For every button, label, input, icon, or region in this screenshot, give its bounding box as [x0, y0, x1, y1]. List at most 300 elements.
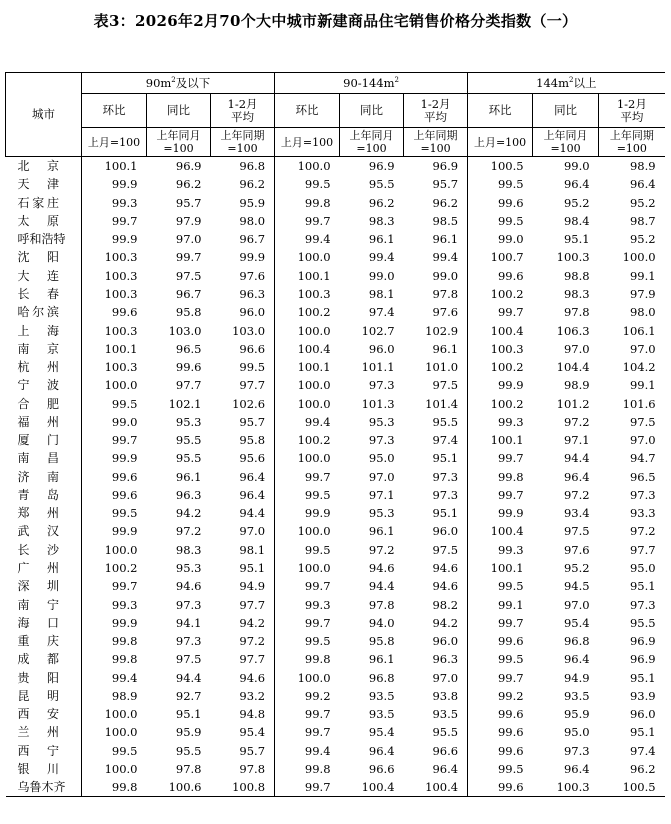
index-value: 97.0	[239, 524, 266, 539]
index-value: 98.3	[368, 213, 395, 228]
index-value: 104.2	[622, 360, 656, 375]
index-value: 99.4	[275, 742, 340, 760]
table-row	[6, 614, 665, 632]
index-value: 95.3	[175, 414, 202, 429]
index-value: 94.6	[432, 579, 459, 594]
index-value: 100.3	[82, 285, 147, 303]
city-name: 乌鲁木齐	[17, 780, 66, 795]
index-value: 95.8	[239, 433, 266, 448]
city-name: 合肥	[17, 396, 59, 411]
index-value: 96.4	[563, 761, 590, 776]
index-value: 97.6	[432, 305, 459, 320]
index-value: 96.7	[175, 286, 202, 301]
index-value: 95.1	[563, 232, 590, 247]
index-value: 97.0	[629, 341, 656, 356]
index-value: 97.9	[629, 286, 656, 301]
index-value: 99.7	[175, 250, 202, 265]
index-value: 94.9	[563, 670, 590, 685]
index-value: 100.0	[82, 723, 147, 741]
index-value: 99.8	[82, 632, 147, 650]
index-value: 99.8	[468, 468, 533, 486]
index-value: 96.4	[629, 177, 656, 192]
index-value: 95.2	[563, 195, 590, 210]
index-value: 99.9	[82, 614, 147, 632]
index-value: 99.6	[468, 742, 533, 760]
index-value: 95.3	[368, 414, 395, 429]
index-value: 100.1	[275, 267, 340, 285]
index-value: 101.1	[361, 360, 395, 375]
index-value: 96.9	[432, 159, 459, 174]
index-value: 99.1	[629, 268, 656, 283]
index-value: 94.2	[432, 615, 459, 630]
index-value: 99.9	[82, 449, 147, 467]
index-value: 99.3	[275, 595, 340, 613]
index-value: 100.1	[468, 431, 533, 449]
index-value: 99.5	[468, 650, 533, 668]
index-value: 100.0	[275, 668, 340, 686]
index-value: 97.7	[239, 378, 266, 393]
table-row	[6, 577, 665, 595]
index-value: 96.6	[239, 341, 266, 356]
index-value: 96.6	[432, 743, 459, 758]
index-value: 95.6	[239, 451, 266, 466]
index-value: 100.4	[468, 522, 533, 540]
index-value: 99.6	[82, 303, 147, 321]
index-value: 100.4	[361, 780, 395, 795]
index-value: 97.2	[239, 634, 266, 649]
index-value: 100.5	[468, 157, 533, 176]
city-name: 兰州	[17, 725, 59, 740]
index-value: 99.5	[468, 175, 533, 193]
index-value: 95.0	[563, 725, 590, 740]
index-value: 99.7	[275, 705, 340, 723]
city-name: 沈阳	[17, 250, 59, 265]
table-row	[6, 340, 665, 358]
table-row	[6, 632, 665, 650]
index-value: 99.3	[468, 541, 533, 559]
index-value: 98.5	[432, 213, 459, 228]
index-value: 106.3	[556, 323, 590, 338]
mom-header: 环比	[82, 94, 147, 128]
index-value: 99.5	[239, 360, 266, 375]
index-value: 96.8	[239, 159, 266, 174]
index-value: 95.7	[239, 414, 266, 429]
index-value: 96.2	[175, 177, 202, 192]
index-value: 100.3	[275, 285, 340, 303]
index-value: 96.0	[432, 524, 459, 539]
index-value: 99.4	[275, 413, 340, 431]
table-row	[6, 431, 665, 449]
index-value: 97.2	[629, 524, 656, 539]
base-same-period: 上年同期 =100	[599, 128, 665, 157]
index-value: 96.8	[563, 634, 590, 649]
index-value: 94.2	[239, 615, 266, 630]
index-value: 97.9	[175, 213, 202, 228]
index-value: 96.5	[629, 469, 656, 484]
index-value: 100.2	[468, 394, 533, 412]
index-value: 97.5	[563, 524, 590, 539]
index-value: 100.4	[425, 780, 459, 795]
index-value: 95.5	[175, 743, 202, 758]
index-value: 99.5	[275, 486, 340, 504]
city-name: 石家庄	[17, 195, 59, 210]
city-name: 厦门	[17, 433, 59, 448]
table-row	[6, 522, 665, 540]
city-name: 长沙	[17, 542, 59, 557]
index-value: 99.8	[82, 778, 147, 797]
index-value: 100.2	[275, 303, 340, 321]
city-name: 福州	[17, 414, 59, 429]
index-value: 96.4	[563, 652, 590, 667]
index-value: 100.0	[275, 559, 340, 577]
index-value: 93.5	[432, 707, 459, 722]
index-value: 95.5	[368, 177, 395, 192]
city-name: 青岛	[17, 487, 59, 502]
index-value: 99.7	[82, 577, 147, 595]
index-value: 99.7	[275, 577, 340, 595]
index-value: 95.5	[629, 615, 656, 630]
index-value: 96.1	[368, 524, 395, 539]
index-value: 99.8	[275, 650, 340, 668]
index-value: 99.8	[82, 650, 147, 668]
city-name: 海口	[17, 615, 59, 630]
index-value: 97.4	[368, 305, 395, 320]
index-value: 100.2	[468, 285, 533, 303]
index-value: 99.6	[468, 723, 533, 741]
index-value: 94.8	[239, 707, 266, 722]
index-value: 100.1	[468, 559, 533, 577]
index-value: 102.9	[425, 323, 459, 338]
mom-header: 环比	[468, 94, 533, 128]
index-value: 103.0	[232, 323, 266, 338]
table-row	[6, 376, 665, 394]
index-value: 99.2	[468, 687, 533, 705]
table-title: 表3：2026年2月70个大中城市新建商品住宅销售价格分类指数（一）	[93, 12, 578, 30]
index-value: 95.1	[432, 506, 459, 521]
index-value: 94.6	[239, 670, 266, 685]
index-value: 96.9	[629, 652, 656, 667]
index-value: 100.7	[468, 248, 533, 266]
index-value: 95.1	[629, 579, 656, 594]
index-value: 97.5	[175, 268, 202, 283]
index-value: 96.3	[432, 652, 459, 667]
index-value: 99.8	[275, 760, 340, 778]
index-value: 96.9	[175, 159, 202, 174]
index-value: 99.4	[368, 250, 395, 265]
index-value: 97.2	[175, 524, 202, 539]
index-value: 97.0	[629, 433, 656, 448]
index-value: 98.3	[563, 286, 590, 301]
index-value: 98.9	[563, 378, 590, 393]
index-value: 97.5	[629, 414, 656, 429]
index-value: 99.4	[82, 668, 147, 686]
index-value: 100.3	[556, 250, 590, 265]
index-value: 99.7	[275, 723, 340, 741]
index-value: 99.0	[82, 413, 147, 431]
index-value: 97.4	[629, 743, 656, 758]
index-value: 99.6	[468, 778, 533, 797]
table-row	[6, 486, 665, 504]
index-value: 99.7	[468, 668, 533, 686]
index-value: 102.1	[168, 396, 202, 411]
index-value: 99.7	[275, 212, 340, 230]
index-value: 95.5	[175, 451, 202, 466]
index-value: 99.5	[468, 212, 533, 230]
index-value: 100.8	[232, 780, 266, 795]
index-value: 98.8	[563, 268, 590, 283]
table-row	[6, 742, 665, 760]
index-value: 95.5	[432, 725, 459, 740]
index-value: 97.3	[563, 743, 590, 758]
index-value: 99.2	[275, 687, 340, 705]
index-value: 94.4	[368, 579, 395, 594]
index-value: 100.0	[82, 376, 147, 394]
city-column-header: 城市	[6, 73, 82, 157]
index-value: 99.0	[368, 268, 395, 283]
index-value: 101.2	[556, 396, 590, 411]
index-value: 100.1	[275, 358, 340, 376]
table-row	[6, 413, 665, 431]
index-value: 92.7	[175, 688, 202, 703]
city-name: 南昌	[17, 451, 59, 466]
city-name: 贵阳	[17, 670, 59, 685]
index-value: 94.5	[563, 579, 590, 594]
index-value: 96.2	[368, 195, 395, 210]
index-value: 95.1	[175, 707, 202, 722]
index-value: 99.5	[275, 632, 340, 650]
index-value: 96.9	[368, 159, 395, 174]
group-header-90-144: $90-144m^2$	[275, 73, 468, 94]
index-value: 94.1	[175, 615, 202, 630]
table-row	[6, 358, 665, 376]
city-name: 重庆	[17, 634, 59, 649]
index-value: 106.1	[622, 323, 656, 338]
index-value: 100.0	[275, 376, 340, 394]
index-value: 95.8	[175, 305, 202, 320]
index-value: 97.7	[629, 542, 656, 557]
yoy-header: 同比	[533, 94, 599, 128]
index-value: 96.0	[432, 634, 459, 649]
index-value: 100.0	[275, 157, 340, 176]
index-value: 97.6	[239, 268, 266, 283]
index-value: 97.2	[563, 487, 590, 502]
table-row	[6, 212, 665, 230]
index-value: 97.7	[239, 597, 266, 612]
index-value: 97.0	[432, 670, 459, 685]
table-row	[6, 650, 665, 668]
index-value: 96.7	[239, 232, 266, 247]
base-same-month: 上年同月 =100	[340, 128, 404, 157]
index-value: 99.9	[82, 230, 147, 248]
table-row	[6, 504, 665, 522]
index-value: 95.8	[368, 634, 395, 649]
index-value: 97.0	[368, 469, 395, 484]
index-value: 103.0	[168, 323, 202, 338]
index-value: 99.3	[468, 413, 533, 431]
table-row	[6, 321, 665, 339]
index-value: 96.6	[368, 761, 395, 776]
index-value: 99.6	[82, 468, 147, 486]
avg-header: 1-2月 平均	[211, 94, 275, 128]
index-value: 94.6	[432, 560, 459, 575]
index-value: 98.1	[368, 286, 395, 301]
table-row	[6, 394, 665, 412]
index-value: 96.2	[239, 177, 266, 192]
city-name: 广州	[17, 560, 59, 575]
table-row	[6, 194, 665, 212]
index-value: 100.3	[468, 340, 533, 358]
index-value: 99.0	[468, 230, 533, 248]
city-name: 呼和浩特	[17, 232, 66, 247]
city-name: 深圳	[17, 579, 59, 594]
index-value: 99.6	[468, 632, 533, 650]
index-value: 95.1	[432, 451, 459, 466]
index-value: 100.4	[468, 321, 533, 339]
index-value: 101.0	[425, 360, 459, 375]
index-value: 99.1	[468, 595, 533, 613]
index-value: 97.5	[432, 542, 459, 557]
index-value: 100.0	[82, 541, 147, 559]
index-value: 96.1	[175, 469, 202, 484]
index-value: 96.2	[629, 761, 656, 776]
index-value: 95.2	[629, 195, 656, 210]
city-name: 成都	[17, 652, 59, 667]
index-value: 99.5	[468, 577, 533, 595]
city-name: 太原	[17, 213, 59, 228]
index-value: 101.4	[425, 396, 459, 411]
price-index-table	[5, 72, 665, 797]
index-value: 97.8	[432, 286, 459, 301]
city-name: 郑州	[17, 506, 59, 521]
index-value: 97.8	[368, 597, 395, 612]
index-value: 95.9	[175, 725, 202, 740]
mom-header: 环比	[275, 94, 340, 128]
yoy-header: 同比	[340, 94, 404, 128]
index-value: 97.3	[432, 487, 459, 502]
index-value: 95.4	[563, 615, 590, 630]
index-value: 99.8	[275, 194, 340, 212]
index-value: 93.9	[629, 688, 656, 703]
index-value: 96.4	[563, 177, 590, 192]
index-value: 99.7	[275, 468, 340, 486]
index-value: 95.5	[432, 414, 459, 429]
index-value: 99.4	[275, 230, 340, 248]
index-value: 93.8	[432, 688, 459, 703]
index-value: 102.6	[232, 396, 266, 411]
city-name: 哈尔滨	[17, 305, 59, 320]
index-value: 97.8	[563, 305, 590, 320]
index-value: 97.2	[368, 542, 395, 557]
index-value: 96.1	[432, 232, 459, 247]
index-value: 100.0	[275, 321, 340, 339]
index-value: 94.4	[563, 451, 590, 466]
table-row	[6, 449, 665, 467]
index-value: 100.0	[82, 760, 147, 778]
index-value: 98.9	[629, 159, 656, 174]
index-value: 100.4	[275, 340, 340, 358]
table-row	[6, 541, 665, 559]
index-value: 95.4	[368, 725, 395, 740]
city-name: 济南	[17, 469, 59, 484]
index-value: 97.3	[432, 469, 459, 484]
index-value: 93.5	[368, 707, 395, 722]
index-value: 96.4	[563, 469, 590, 484]
index-value: 93.3	[629, 506, 656, 521]
index-value: 94.4	[239, 506, 266, 521]
index-value: 99.6	[175, 360, 202, 375]
table-row	[6, 778, 665, 797]
index-value: 96.3	[175, 487, 202, 502]
index-value: 100.3	[556, 780, 590, 795]
index-value: 99.5	[468, 760, 533, 778]
index-value: 95.1	[629, 725, 656, 740]
city-name: 西宁	[17, 743, 59, 758]
index-value: 99.5	[82, 394, 147, 412]
city-name: 北京	[17, 159, 59, 174]
city-name: 昆明	[17, 688, 59, 703]
city-name: 宁波	[17, 378, 59, 393]
index-value: 96.0	[368, 341, 395, 356]
index-value: 98.7	[629, 213, 656, 228]
city-name: 南宁	[17, 597, 59, 612]
index-value: 98.2	[432, 597, 459, 612]
index-value: 97.3	[175, 597, 202, 612]
index-value: 100.2	[468, 358, 533, 376]
table-row	[6, 248, 665, 266]
index-value: 100.0	[275, 449, 340, 467]
index-value: 96.4	[239, 469, 266, 484]
index-value: 101.3	[361, 396, 395, 411]
index-value: 96.1	[368, 232, 395, 247]
index-value: 99.7	[468, 486, 533, 504]
table-row	[6, 687, 665, 705]
index-value: 99.7	[82, 212, 147, 230]
index-value: 93.5	[563, 688, 590, 703]
table-row	[6, 723, 665, 741]
base-same-month: 上年同月 =100	[533, 128, 599, 157]
base-last-month: 上月=100	[468, 128, 533, 157]
index-value: 100.3	[82, 321, 147, 339]
index-value: 98.3	[175, 542, 202, 557]
index-value: 99.7	[468, 303, 533, 321]
index-value: 96.1	[368, 652, 395, 667]
city-name: 长春	[17, 286, 59, 301]
index-value: 95.5	[175, 433, 202, 448]
index-value: 99.4	[432, 250, 459, 265]
city-name: 南京	[17, 341, 59, 356]
base-same-period: 上年同期 =100	[404, 128, 468, 157]
index-value: 94.7	[629, 451, 656, 466]
index-value: 104.4	[556, 360, 590, 375]
index-value: 99.6	[468, 705, 533, 723]
city-name: 天津	[17, 177, 59, 192]
index-value: 96.0	[629, 707, 656, 722]
index-value: 98.0	[239, 213, 266, 228]
index-value: 101.6	[622, 396, 656, 411]
index-value: 95.3	[175, 560, 202, 575]
city-name: 大连	[17, 268, 59, 283]
index-value: 97.3	[629, 487, 656, 502]
table-row	[6, 595, 665, 613]
index-value: 95.3	[368, 506, 395, 521]
index-value: 99.5	[82, 742, 147, 760]
index-value: 100.0	[622, 250, 656, 265]
index-value: 95.7	[239, 743, 266, 758]
index-value: 100.0	[82, 705, 147, 723]
index-value: 100.0	[275, 522, 340, 540]
index-value: 95.7	[175, 195, 202, 210]
index-value: 96.5	[175, 341, 202, 356]
